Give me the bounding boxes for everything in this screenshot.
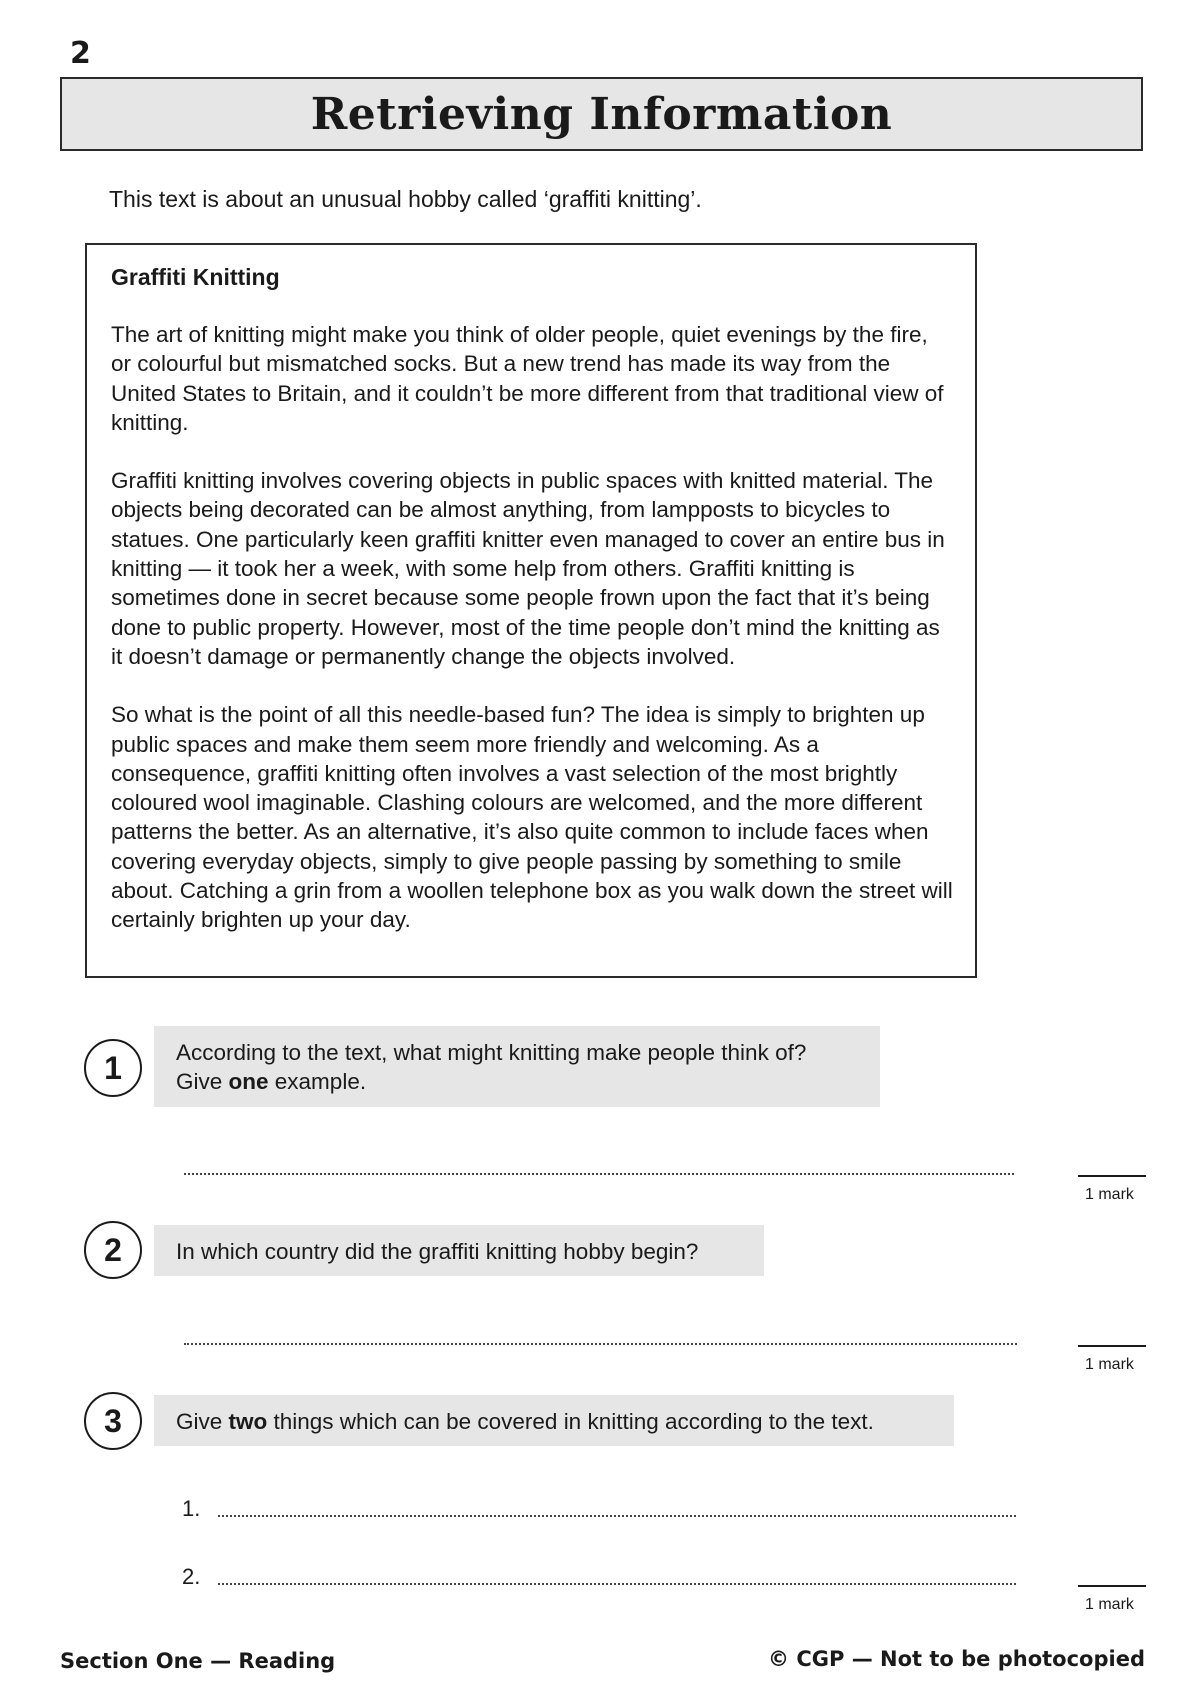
passage-title: Graffiti Knitting [111, 264, 280, 290]
question-1-line-2: Give one example. [176, 1069, 367, 1094]
question-3-answer-1-line[interactable] [218, 1515, 1016, 1517]
title-banner [60, 77, 1143, 151]
page-number: 2 [70, 36, 91, 71]
passage-paragraph-3: So what is the point of all this needle-based fun? The idea is simply to brighten up public spaces and make them seem more friendly and welcoming. As a consequence, graffiti knitting often involves a vast selection of the most brightly coloured wool imaginable. Clashing colours are welcomed, and the more different patterns the better. As an alternative, it’s also quite common to include faces when covering everyday objects, simply to give people passing by something to smile about. Catching a grin from a woollen telephone box as you walk down the street will certainly brighten up your day. [111, 702, 953, 933]
footer-section: Section One — Reading [60, 1649, 336, 1673]
question-2-prompt: In which country did the graffiti knitting hobby begin? [154, 1225, 764, 1276]
question-1-line-1: According to the text, what might knitting make people think of? [176, 1040, 807, 1065]
question-3-number: 3 [84, 1392, 142, 1450]
question-3-answer-2-line[interactable] [218, 1583, 1016, 1585]
question-2-answer-line[interactable] [184, 1343, 1017, 1345]
question-1-number: 1 [84, 1039, 142, 1097]
question-3-emphasis: two [228, 1409, 268, 1434]
question-1-mark-label: 1 mark [1085, 1186, 1134, 1203]
question-3-mark-label: 1 mark [1085, 1596, 1134, 1613]
question-1-emphasis: one [228, 1069, 269, 1094]
question-2-mark-box [1078, 1345, 1146, 1347]
question-1-mark-box [1078, 1175, 1146, 1177]
intro-text: This text is about an unusual hobby called ‘graffiti knitting’. [109, 186, 702, 212]
question-2-mark-label: 1 mark [1085, 1356, 1134, 1373]
question-3-prompt: Give two things which can be covered in knitting according to the text. [154, 1395, 954, 1446]
passage-paragraph-2: Graffiti knitting involves covering objects in public spaces with knitted material. The objects being decorated can be almost anything, from lampposts to bicycles to statues. One particularly keen graffiti knitter even managed to cover an entire bus in knitting — it took her a week, with some help from others. Graffiti knitting is sometimes done in secret because some people frown upon the fact that it’s being done to public property. However, most of the time people don’t mind the knitting as it doesn’t damage or permanently change the objects involved. [111, 468, 945, 669]
passage-paragraph-1: The art of knitting might make you think of older people, quiet evenings by the fire, or colourful but mismatched socks. But a new trend has made its way from the United States to Britain, and it couldn’t be more different from that traditional view of knitting. [111, 322, 944, 435]
question-1-answer-line[interactable] [184, 1173, 1014, 1175]
question-2-number: 2 [84, 1221, 142, 1279]
question-1-prompt [154, 1026, 880, 1107]
question-3-mark-box [1078, 1585, 1146, 1587]
footer-copyright: © CGP — Not to be photocopied [768, 1647, 1145, 1671]
question-3-answer-2-label: 2. [182, 1564, 201, 1589]
page-title: Retrieving Information [310, 88, 893, 140]
reading-passage [85, 243, 977, 978]
question-3-answer-1-label: 1. [182, 1496, 201, 1521]
